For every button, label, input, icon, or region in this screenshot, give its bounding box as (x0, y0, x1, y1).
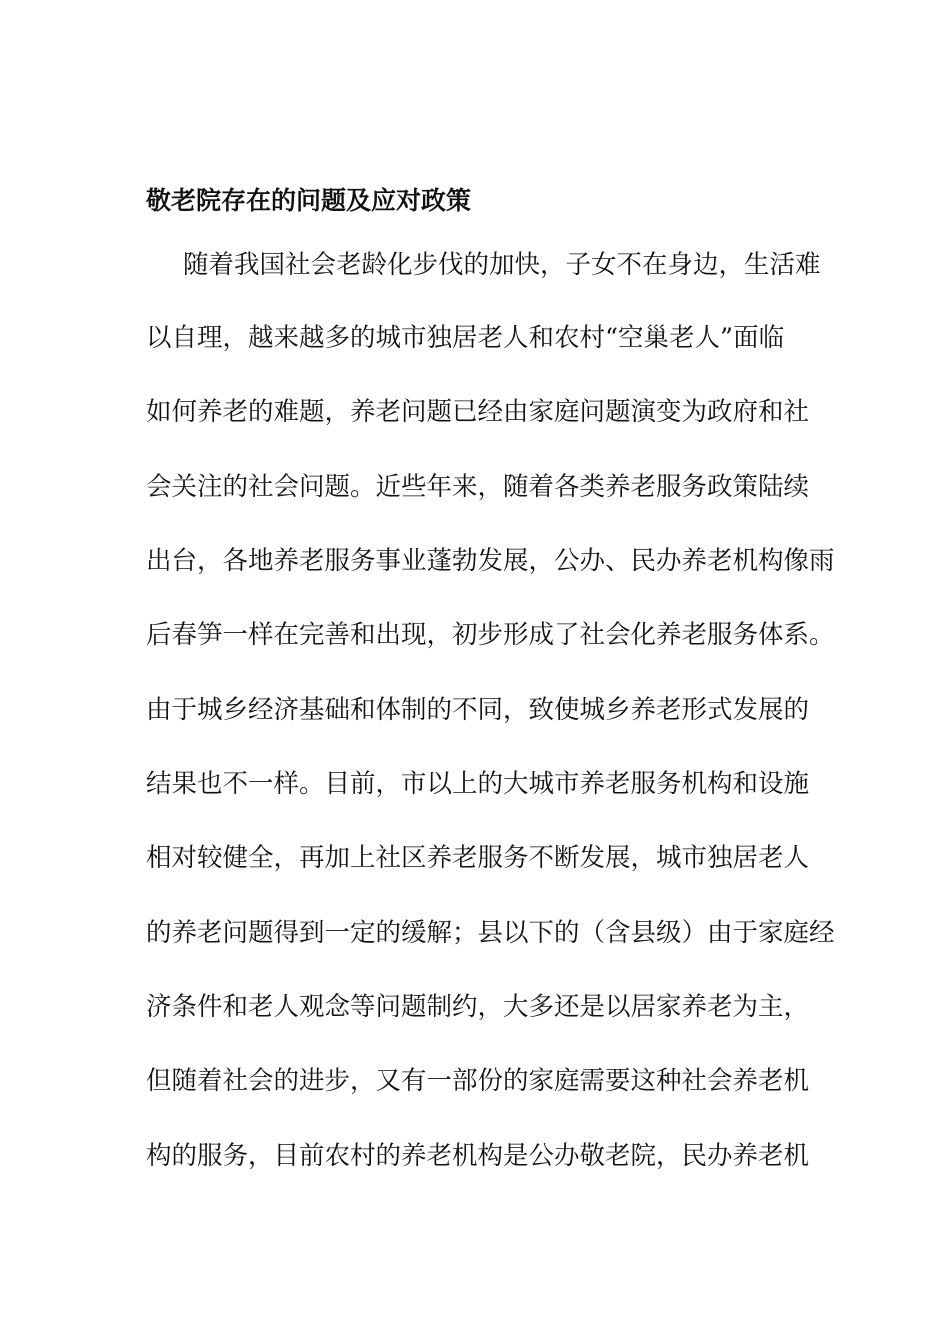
paragraph-line: 济条件和老人观念等问题制约，大多还是以居家养老为主， (146, 992, 810, 1022)
paragraph-line: 以自理，越来越多的城市独居老人和农村“空巢老人”面临 (146, 323, 785, 353)
paragraph-line: 后春笋一样在完善和出现，初步形成了社会化养老服务体系。 (146, 620, 835, 650)
paragraph-line: 由于城乡经济基础和体制的不同，致使城乡养老形式发展的 (146, 695, 810, 725)
paragraph-line: 随着我国社会老龄化步伐的加快，子女不在身边，生活难 (183, 250, 821, 280)
paragraph-line: 构的服务，目前农村的养老机构是公办敬老院，民办养老机 (146, 1141, 810, 1171)
paragraph-line: 但随着社会的进步，又有一部份的家庭需要这种社会养老机 (146, 1066, 810, 1096)
document-title: 敬老院存在的问题及应对政策 (146, 186, 472, 215)
paragraph-line: 如何养老的难题，养老问题已经由家庭问题演变为政府和社 (146, 397, 810, 427)
paragraph-line: 出台，各地养老服务事业蓬勃发展，公办、民办养老机构像雨 (146, 546, 835, 576)
paragraph-line: 结果也不一样。目前，市以上的大城市养老服务机构和设施 (146, 769, 810, 799)
paragraph-line: 相对较健全，再加上社区养老服务不断发展，城市独居老人 (146, 843, 810, 873)
paragraph-line: 的养老问题得到一定的缓解；县以下的（含县级）由于家庭经 (146, 918, 835, 948)
paragraph-line: 会关注的社会问题。近些年来，随着各类养老服务政策陆续 (146, 472, 810, 502)
